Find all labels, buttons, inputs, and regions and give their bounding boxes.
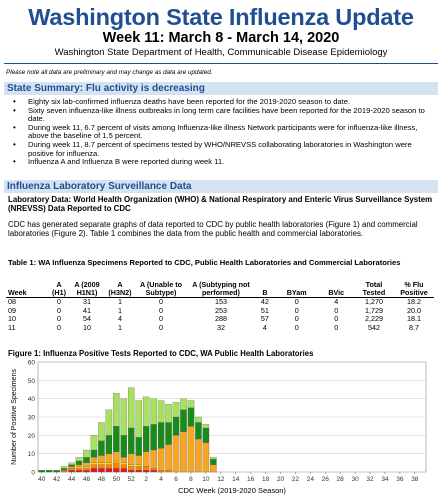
table-cell: 42 bbox=[260, 297, 269, 306]
bar-segment bbox=[136, 437, 142, 455]
y-tick-label: 40 bbox=[27, 396, 35, 404]
table-cell: 18.1 bbox=[407, 314, 421, 324]
table-cell: 1,270 bbox=[365, 297, 383, 306]
bar-segment bbox=[91, 468, 97, 472]
bar-segment bbox=[91, 457, 97, 463]
table-cell: 31 bbox=[83, 297, 91, 306]
x-tick-label: 18 bbox=[261, 476, 270, 483]
bar-segment bbox=[165, 423, 171, 445]
table-cell: 253 bbox=[215, 305, 227, 315]
table-cell: 2,229 bbox=[365, 314, 383, 324]
bar-segment bbox=[136, 470, 142, 472]
bar-segment bbox=[136, 467, 142, 471]
x-tick-label: 32 bbox=[366, 476, 374, 483]
col-header: A (Subtyping not performed) bbox=[187, 281, 255, 298]
bar-segment bbox=[151, 468, 157, 470]
x-tick-label: 36 bbox=[396, 476, 404, 483]
bar-segment bbox=[143, 467, 149, 471]
bar-segment bbox=[121, 457, 127, 463]
bar-segment bbox=[76, 465, 82, 467]
x-tick-label: 34 bbox=[381, 476, 389, 483]
table-cell: 10 bbox=[83, 322, 91, 332]
bar-segment bbox=[106, 463, 112, 465]
bar-segment bbox=[158, 423, 164, 449]
bar-segment bbox=[61, 470, 67, 472]
bar-segment bbox=[98, 456, 104, 463]
bar-segment bbox=[136, 456, 142, 465]
bar-segment bbox=[128, 465, 134, 467]
x-tick-label: 14 bbox=[232, 476, 240, 483]
y-tick-label: 10 bbox=[27, 451, 35, 459]
header-divider bbox=[4, 63, 438, 64]
x-tick-label: 48 bbox=[97, 476, 106, 483]
col-header: % Flu Positive bbox=[394, 281, 434, 298]
specimens-table bbox=[6, 281, 434, 332]
table-cell: 0 bbox=[57, 305, 61, 315]
bar-segment bbox=[210, 465, 216, 472]
bar-segment bbox=[98, 463, 104, 465]
y-axis-label: Number of Positive Specimens bbox=[11, 369, 18, 465]
summary-bullet: • Influenza A and Influenza B were reported during week 11. bbox=[8, 158, 434, 167]
table-cell: 0 bbox=[334, 322, 339, 332]
bar-segment bbox=[91, 463, 97, 465]
bar-segment bbox=[128, 454, 134, 465]
table-cell: 0 bbox=[334, 314, 339, 324]
table-cell: 11 bbox=[8, 322, 16, 332]
bar-segment bbox=[158, 470, 164, 472]
bar-segment bbox=[180, 432, 186, 472]
bar-segment bbox=[68, 465, 74, 467]
bar-segment bbox=[54, 470, 60, 472]
bar-segment bbox=[165, 445, 171, 471]
bar-segment bbox=[121, 399, 127, 436]
summary-bullet: • During week 11, 8.7 percent of specimens tested by WHO/NREVSS collaborating laboratories in Washington were positive for influenza. bbox=[8, 141, 434, 158]
bar-segment bbox=[195, 439, 201, 472]
bar-segment bbox=[188, 408, 194, 426]
bar-segment bbox=[106, 410, 112, 436]
table-cell: 0 bbox=[294, 314, 299, 324]
bar-segment bbox=[165, 404, 171, 422]
bar-segment bbox=[113, 452, 119, 461]
x-tick-label: 10 bbox=[202, 476, 210, 483]
bar-segment bbox=[83, 467, 89, 469]
x-tick-label: 52 bbox=[127, 476, 135, 483]
report-title: Washington State Influenza Update bbox=[28, 4, 414, 30]
bar-segment bbox=[151, 399, 157, 425]
bar-segment bbox=[195, 417, 201, 423]
bar-segment bbox=[151, 450, 157, 468]
bar-segment bbox=[121, 463, 127, 465]
x-tick-label: 20 bbox=[276, 476, 285, 483]
bar-segment bbox=[203, 443, 209, 472]
bar-segment bbox=[143, 452, 149, 467]
x-tick-label: 46 bbox=[82, 476, 91, 483]
x-tick-label: 16 bbox=[247, 476, 255, 483]
influenza-stacked-bar-chart bbox=[4, 358, 438, 500]
bar-segment bbox=[173, 417, 179, 435]
col-header: A (H3N2) bbox=[105, 281, 135, 298]
bar-segment bbox=[106, 454, 112, 463]
table-cell: 153 bbox=[215, 297, 227, 306]
col-header: B bbox=[255, 281, 275, 298]
col-header: A (H1) bbox=[49, 281, 69, 298]
x-tick-label: 22 bbox=[291, 476, 300, 483]
summary-list bbox=[8, 98, 434, 167]
table-cell: 1 bbox=[118, 297, 122, 306]
bar-segment bbox=[98, 468, 104, 472]
bar-segment bbox=[83, 470, 89, 472]
bar-segment bbox=[113, 426, 119, 452]
x-tick-label: 30 bbox=[351, 476, 359, 483]
table-row bbox=[6, 324, 434, 333]
table-cell: 09 bbox=[8, 305, 16, 315]
lab-subheading: Laboratory Data: World Health Organization (WHO) & National Respiratory and Enteric Virus Surveillance System (NREVSS) Data Reported to CDC bbox=[8, 195, 433, 214]
bar-segment bbox=[128, 467, 134, 471]
table-header-row bbox=[6, 281, 434, 298]
table-cell: 1,729 bbox=[365, 305, 383, 315]
bar-segment bbox=[188, 401, 194, 408]
table-cell: 1 bbox=[118, 305, 122, 315]
figure-title: Figure 1: Influenza Positive Tests Reported to CDC, WA Public Health Laboratories bbox=[8, 349, 314, 358]
bar-segment bbox=[121, 435, 127, 457]
table-cell: 0 bbox=[159, 322, 163, 332]
bar-segment bbox=[83, 457, 89, 463]
x-axis-label: CDC Week (2019-2020 Season) bbox=[178, 486, 286, 495]
x-tick-label: 38 bbox=[411, 476, 419, 483]
y-tick-label: 0 bbox=[31, 469, 35, 477]
x-tick-label: 44 bbox=[67, 476, 76, 483]
x-tick-label: 6 bbox=[174, 476, 178, 483]
bar-segment bbox=[128, 428, 134, 454]
y-tick-label: 60 bbox=[27, 359, 35, 367]
bar-segment bbox=[83, 450, 89, 457]
bar-segment bbox=[121, 468, 127, 472]
bar-segment bbox=[68, 468, 74, 470]
x-tick-label: 24 bbox=[306, 476, 314, 483]
summary-bullet: • During week 11, 6.7 percent of visits among Influenza-like illness Network participants were for influenza-like illness, above the baseline of 1.5 percent. bbox=[8, 124, 434, 141]
bar-segment bbox=[151, 424, 157, 450]
y-tick-label: 30 bbox=[27, 414, 35, 422]
bar-segment bbox=[91, 450, 97, 457]
table-cell: 0 bbox=[159, 297, 163, 306]
table-cell: 41 bbox=[83, 305, 91, 315]
col-header: A (Unable to Subtype) bbox=[135, 281, 187, 298]
bar-segment bbox=[180, 410, 186, 432]
bar-segment bbox=[106, 465, 112, 469]
table-cell: 288 bbox=[215, 314, 227, 324]
table-cell: 0 bbox=[57, 322, 61, 332]
preliminary-note: Please note all data are preliminary and may change as data are updated. bbox=[6, 69, 213, 76]
table-cell: 0 bbox=[294, 305, 299, 315]
x-tick-label: 42 bbox=[53, 476, 61, 483]
bar-segment bbox=[98, 465, 104, 469]
bar-segment bbox=[128, 470, 134, 472]
table-cell: 0 bbox=[159, 305, 163, 315]
y-tick-label: 20 bbox=[27, 432, 35, 440]
col-header: BYam bbox=[275, 281, 319, 298]
x-tick-label: 26 bbox=[321, 476, 329, 483]
table-cell: 0 bbox=[294, 322, 299, 332]
bar-segment bbox=[203, 428, 209, 443]
bar-segment bbox=[68, 470, 74, 472]
table-cell: 8.7 bbox=[409, 322, 419, 332]
bar-segment bbox=[158, 401, 164, 423]
bar-segment bbox=[39, 470, 45, 472]
x-tick-label: 2 bbox=[144, 476, 149, 483]
table-cell: 08 bbox=[8, 297, 16, 306]
bar-segment bbox=[136, 465, 142, 467]
table-cell: 51 bbox=[260, 305, 269, 315]
table-cell: 4 bbox=[262, 322, 267, 332]
x-tick-label: 12 bbox=[217, 476, 225, 483]
bar-segment bbox=[210, 457, 216, 459]
table-cell: 20.0 bbox=[407, 305, 421, 315]
col-header: A (2009 H1N1) bbox=[69, 281, 105, 298]
summary-bullet: • Sixty seven influenza-like illness outbreaks in long term care facilities have been reported for the 2019-2020 season to date. bbox=[8, 107, 434, 124]
table-cell: 0 bbox=[57, 314, 61, 324]
bar-segment bbox=[151, 470, 157, 472]
bar-segment bbox=[76, 461, 82, 465]
bar-segment bbox=[83, 463, 89, 467]
bar-segment bbox=[143, 397, 149, 426]
bar-segment bbox=[98, 423, 104, 441]
bar-segment bbox=[76, 470, 82, 472]
bar-segment bbox=[76, 468, 82, 470]
bar-segment bbox=[113, 463, 119, 469]
x-tick-label: 40 bbox=[38, 476, 46, 483]
bar-segment bbox=[173, 402, 179, 417]
table-cell: 57 bbox=[260, 314, 269, 324]
bar-segment bbox=[210, 459, 216, 465]
table-cell: 10 bbox=[8, 314, 16, 324]
bar-segment bbox=[68, 467, 74, 469]
table-cell: 4 bbox=[334, 297, 339, 306]
bar-segment bbox=[143, 470, 149, 472]
table-cell: 542 bbox=[368, 322, 380, 332]
bar-segment bbox=[143, 426, 149, 452]
bar-segment bbox=[180, 399, 186, 410]
bar-segment bbox=[173, 435, 179, 472]
bar-segment bbox=[106, 468, 112, 472]
table-cell: 0 bbox=[159, 314, 163, 324]
table-cell: 54 bbox=[83, 314, 91, 324]
bar-segment bbox=[106, 435, 112, 453]
x-tick-label: 28 bbox=[336, 476, 344, 483]
bar-segment bbox=[128, 388, 134, 428]
bar-segment bbox=[188, 426, 194, 472]
x-tick-label: 4 bbox=[159, 476, 163, 483]
bar-segment bbox=[83, 468, 89, 470]
table-cell: 32 bbox=[217, 322, 225, 332]
table-cell: 0 bbox=[294, 297, 299, 306]
bar-segment bbox=[136, 401, 142, 438]
col-header: Week bbox=[6, 281, 49, 298]
table-cell: 0 bbox=[334, 305, 339, 315]
bar-segment bbox=[165, 470, 171, 472]
bar-segment bbox=[113, 461, 119, 463]
bar-segment bbox=[91, 435, 97, 450]
department-line: Washington State Department of Health, Communicable Disease Epidemiology bbox=[54, 47, 388, 58]
table-cell: 18.2 bbox=[407, 297, 421, 306]
report-subtitle: Week 11: March 8 - March 14, 2020 bbox=[102, 30, 340, 46]
table-cell: 4 bbox=[118, 314, 122, 324]
bar-segment bbox=[76, 467, 82, 469]
bar-segment bbox=[113, 468, 119, 472]
lab-body-text: CDC has generated separate graphs of data reported to CDC by public health laboratories (Figure 1) and commercial laboratories (Figure 2). Table 1 combines the data from the public health and commercial laboratories. bbox=[8, 220, 418, 239]
bar-segment bbox=[98, 441, 104, 456]
bar-segment bbox=[203, 424, 209, 428]
bar-segment bbox=[76, 457, 82, 461]
bar-segment bbox=[113, 393, 119, 426]
table-cell: 1 bbox=[118, 322, 122, 332]
col-header: Total Tested bbox=[354, 281, 394, 298]
bar-segment bbox=[195, 423, 201, 440]
bar-segment bbox=[68, 463, 74, 465]
x-tick-label: 8 bbox=[189, 476, 193, 483]
col-header: BVic bbox=[319, 281, 354, 298]
lab-heading: Influenza Laboratory Surveillance Data bbox=[4, 180, 438, 193]
bar-segment bbox=[121, 465, 127, 469]
bar-segment bbox=[46, 470, 52, 472]
x-tick-label: 50 bbox=[112, 476, 120, 483]
y-tick-label: 50 bbox=[27, 377, 35, 385]
bar-segment bbox=[91, 465, 97, 469]
summary-heading: State Summary: Flu activity is decreasing bbox=[4, 82, 438, 95]
table-cell: 0 bbox=[57, 297, 61, 306]
table-title: Table 1: WA Influenza Specimens Reported to CDC, Public Health Laboratories and Commercial Laboratories bbox=[8, 258, 401, 267]
summary-bullet: • Eighty six lab-confirmed influenza deaths have been reported for the 2019-2020 season to date. bbox=[8, 98, 434, 107]
bar-segment bbox=[61, 468, 67, 470]
bar-segment bbox=[158, 448, 164, 470]
bar-segment bbox=[61, 467, 67, 469]
